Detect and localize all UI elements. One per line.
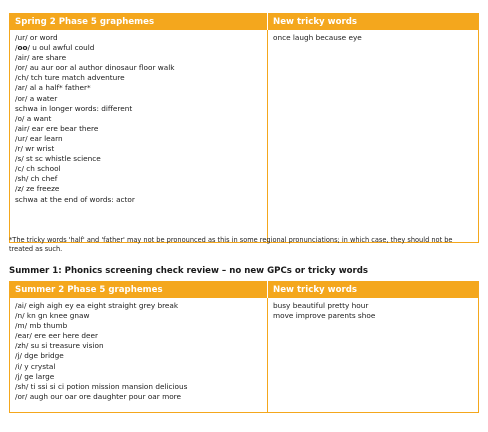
grapheme-line: /i/ y crystal	[15, 361, 56, 371]
summer2-table	[9, 281, 479, 413]
grapheme-bold-oo: oo	[17, 43, 28, 53]
spring2-table	[9, 13, 479, 243]
summer2-tricky-header: New tricky words	[268, 282, 479, 299]
grapheme-line: /ur/ ear learn	[15, 133, 63, 143]
grapheme-line: /ur/ or word	[15, 33, 58, 42]
grapheme-line: /ar/ al a half* father*	[15, 83, 91, 93]
table-header-row	[10, 14, 479, 31]
grapheme-line: /ai/ eigh aigh ey ea eight straight grey break	[15, 301, 179, 310]
grapheme-line: /j/ dge bridge	[15, 351, 64, 361]
grapheme-line: /m/ mb thumb	[15, 321, 68, 331]
spring2-graphemes-header: Spring 2 Phase 5 graphemes	[10, 14, 268, 31]
grapheme-line: schwa at the end of words: actor	[15, 194, 135, 204]
grapheme-line: /or/ a water	[15, 93, 58, 103]
grapheme-line: /o/ a want	[15, 113, 52, 123]
spring2-tricky-header: New tricky words	[268, 14, 479, 31]
summer2-graphemes-cell	[10, 298, 268, 412]
grapheme-line: /s/ st sc whistle science	[15, 154, 101, 164]
grapheme-line: /ch/ tch ture match adventure	[15, 73, 125, 83]
grapheme-line	[15, 43, 263, 53]
summer2-graphemes-header: Summer 2 Phase 5 graphemes	[10, 282, 268, 299]
table-header-row	[10, 282, 479, 299]
footnote: *The tricky words 'half' and 'father' may not be pronounced as this in some regional pronunciations; in which case, they should not be treated as such.	[9, 236, 453, 253]
table-row	[10, 298, 479, 412]
grapheme-line: /z/ ze freeze	[15, 184, 60, 194]
tricky-words-line: once laugh because eye	[273, 33, 362, 42]
summer2-tricky-cell	[268, 298, 479, 412]
table-row	[10, 30, 479, 242]
grapheme-line: /ear/ ere eer here deer	[15, 331, 99, 341]
grapheme-line: /j/ ge large	[15, 371, 55, 381]
grapheme-line: /r/ wr wrist	[15, 144, 55, 154]
grapheme-line: /air/ are share	[15, 53, 67, 63]
grapheme-line: /sh/ ti ssi si ci potion mission mansion delicious	[15, 381, 188, 391]
grapheme-line-part: / u oul awful could	[27, 43, 95, 53]
grapheme-line-part: /	[15, 43, 18, 53]
grapheme-line: /n/ kn gn knee gnaw	[15, 311, 90, 321]
grapheme-line: /or/ augh our oar ore daughter pour oar more	[15, 391, 182, 401]
summer1-heading: Summer 1: Phonics screening check review – no new GPCs or tricky words	[9, 266, 369, 276]
spring2-graphemes-cell	[10, 30, 268, 242]
grapheme-line: schwa in longer words: different	[15, 103, 133, 113]
grapheme-line: /c/ ch school	[15, 164, 61, 174]
grapheme-line: /zh/ su si treasure vision	[15, 341, 104, 351]
tricky-words-line: move improve parents shoe	[273, 311, 376, 321]
spring2-tricky-cell	[268, 30, 479, 242]
tricky-words-line: busy beautiful pretty hour	[273, 301, 369, 310]
grapheme-line: /sh/ ch chef	[15, 174, 58, 184]
grapheme-line: /or/ au aur oor al author dinosaur floor walk	[15, 63, 175, 73]
grapheme-line: /air/ ear ere bear there	[15, 123, 99, 133]
